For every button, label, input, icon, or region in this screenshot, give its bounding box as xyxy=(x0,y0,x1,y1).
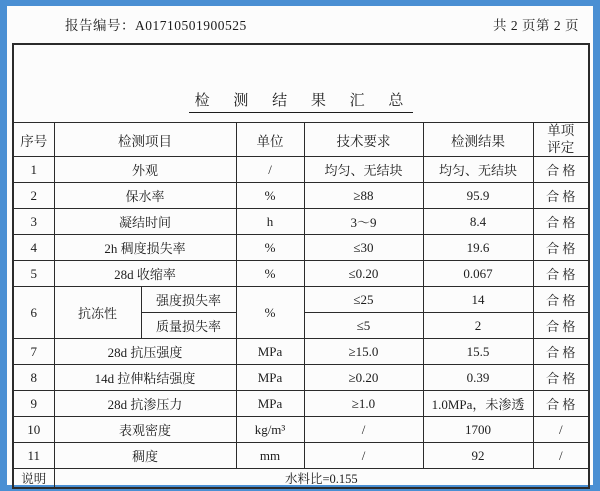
cell-requirement: 3～9 xyxy=(304,209,423,235)
cell-item: 14d 拉伸粘结强度 xyxy=(54,365,236,391)
cell-requirement: ≤5 xyxy=(304,313,423,339)
col-header-evaluation xyxy=(533,123,589,157)
cell-requirement: 均匀、无结块 xyxy=(304,157,423,183)
table-row-4 xyxy=(13,235,589,261)
cell-result: 1700 xyxy=(423,417,533,443)
col-header-evaluation-line1: 单项 xyxy=(547,123,575,139)
cell-no: 11 xyxy=(13,443,54,469)
cell-no: 4 xyxy=(13,235,54,261)
cell-unit: % xyxy=(236,183,304,209)
cell-evaluation: 合 格 xyxy=(533,235,589,261)
cell-unit: % xyxy=(236,235,304,261)
cell-result: 0.39 xyxy=(423,365,533,391)
cell-evaluation: / xyxy=(533,443,589,469)
col-header-item: 检测项目 xyxy=(54,123,236,157)
report-number xyxy=(65,14,247,34)
cell-no: 5 xyxy=(13,261,54,287)
cell-requirement: / xyxy=(304,443,423,469)
cell-no: 6 xyxy=(13,287,54,339)
cell-no: 3 xyxy=(13,209,54,235)
note-text: 水料比=0.155 xyxy=(54,469,589,489)
table-row-1 xyxy=(13,157,589,183)
cell-sub-item: 强度损失率 xyxy=(141,287,236,313)
cell-item: 28d 抗压强度 xyxy=(54,339,236,365)
cell-item: 表观密度 xyxy=(54,417,236,443)
cell-requirement: / xyxy=(304,417,423,443)
cell-item: 稠度 xyxy=(54,443,236,469)
table-row-5 xyxy=(13,261,589,287)
table-row-11 xyxy=(13,443,589,469)
cell-unit: % xyxy=(236,287,304,339)
results-table xyxy=(12,43,590,489)
cell-item: 28d 抗渗压力 xyxy=(54,391,236,417)
table-row-3 xyxy=(13,209,589,235)
cell-item: 2h 稠度损失率 xyxy=(54,235,236,261)
cell-item: 28d 收缩率 xyxy=(54,261,236,287)
cell-evaluation: 合 格 xyxy=(533,365,589,391)
cell-result: 15.5 xyxy=(423,339,533,365)
title-cell xyxy=(13,44,589,123)
cell-requirement: ≥0.20 xyxy=(304,365,423,391)
cell-unit: mm xyxy=(236,443,304,469)
cell-sub-item: 质量损失率 xyxy=(141,313,236,339)
cell-result: 92 xyxy=(423,443,533,469)
cell-no: 2 xyxy=(13,183,54,209)
cell-evaluation: / xyxy=(533,417,589,443)
cell-no: 1 xyxy=(13,157,54,183)
col-header-unit: 单位 xyxy=(236,123,304,157)
cell-unit: MPa xyxy=(236,339,304,365)
cell-item: 凝结时间 xyxy=(54,209,236,235)
cell-unit: % xyxy=(236,261,304,287)
cell-unit: MPa xyxy=(236,365,304,391)
page-header xyxy=(65,14,579,34)
cell-requirement: ≥1.0 xyxy=(304,391,423,417)
cell-item: 外观 xyxy=(54,157,236,183)
paper xyxy=(7,6,593,485)
table-row-2 xyxy=(13,183,589,209)
report-number-value: A01710501900525 xyxy=(135,18,247,33)
table-row-10 xyxy=(13,417,589,443)
cell-result: 2 xyxy=(423,313,533,339)
cell-unit: kg/m³ xyxy=(236,417,304,443)
cell-no: 9 xyxy=(13,391,54,417)
cell-evaluation: 合 格 xyxy=(533,287,589,313)
cell-unit: MPa xyxy=(236,391,304,417)
cell-unit: h xyxy=(236,209,304,235)
cell-evaluation: 合 格 xyxy=(533,157,589,183)
note-row xyxy=(13,469,589,489)
cell-no: 8 xyxy=(13,365,54,391)
table-header-row xyxy=(13,123,589,157)
cell-result: 1.0MPa，未渗透 xyxy=(423,391,533,417)
col-header-no: 序号 xyxy=(13,123,54,157)
cell-no: 10 xyxy=(13,417,54,443)
cell-result: 8.4 xyxy=(423,209,533,235)
table-row-6a xyxy=(13,287,589,313)
cell-evaluation: 合 格 xyxy=(533,183,589,209)
cell-evaluation: 合 格 xyxy=(533,391,589,417)
table-row-8 xyxy=(13,365,589,391)
cell-evaluation: 合 格 xyxy=(533,261,589,287)
col-header-result: 检测结果 xyxy=(423,123,533,157)
col-header-requirement: 技术要求 xyxy=(304,123,423,157)
cell-requirement: ≤25 xyxy=(304,287,423,313)
cell-evaluation: 合 格 xyxy=(533,339,589,365)
cell-result: 0.067 xyxy=(423,261,533,287)
cell-result: 14 xyxy=(423,287,533,313)
page-indicator: 共 2 页第 2 页 xyxy=(493,18,579,33)
cell-requirement: ≥88 xyxy=(304,183,423,209)
cell-result: 均匀、无结块 xyxy=(423,157,533,183)
cell-item: 抗冻性 xyxy=(54,287,141,339)
table-row-7 xyxy=(13,339,589,365)
cell-item: 保水率 xyxy=(54,183,236,209)
cell-requirement: ≤30 xyxy=(304,235,423,261)
cell-evaluation: 合 格 xyxy=(533,313,589,339)
title-row xyxy=(13,44,589,123)
cell-requirement: ≤0.20 xyxy=(304,261,423,287)
cell-result: 19.6 xyxy=(423,235,533,261)
document-title: 检 测 结 果 汇 总 xyxy=(189,93,414,113)
cell-no: 7 xyxy=(13,339,54,365)
cell-requirement: ≥15.0 xyxy=(304,339,423,365)
table-row-9 xyxy=(13,391,589,417)
report-number-label: 报告编号： xyxy=(65,18,135,33)
cell-evaluation: 合 格 xyxy=(533,209,589,235)
cell-result: 95.9 xyxy=(423,183,533,209)
note-label: 说明 xyxy=(13,469,54,489)
cell-unit: / xyxy=(236,157,304,183)
col-header-evaluation-line2: 评定 xyxy=(547,139,575,155)
